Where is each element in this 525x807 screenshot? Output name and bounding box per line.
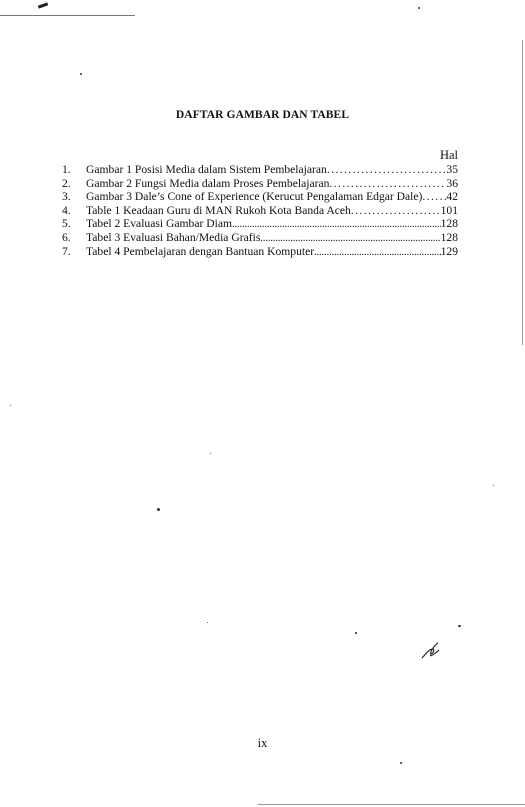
scan-edge-line [0, 15, 135, 16]
list-item [62, 231, 458, 245]
entry-number: 4. [62, 203, 71, 217]
scan-speck [80, 73, 82, 75]
list-item [62, 204, 458, 218]
entry-page: 101 [440, 203, 458, 217]
entry-number: 5. [62, 217, 71, 231]
entry-number: 2. [62, 176, 71, 190]
entry-title: Gambar 1 Posisi Media dalam Sistem Pembelajaran [86, 163, 327, 176]
scan-edge-line [522, 40, 523, 345]
scan-speck [355, 632, 357, 634]
scan-speck [10, 405, 11, 406]
scan-mark [38, 2, 48, 8]
scan-speck [400, 762, 402, 764]
dot-leader [329, 177, 446, 190]
entry-page: 42 [446, 190, 458, 204]
scan-speck [210, 453, 211, 454]
list-item [62, 163, 458, 177]
entry-title: Tabel 3 Evaluasi Bahan/Media Grafis [86, 230, 261, 244]
dot-leader [422, 190, 446, 203]
figure-table-list [62, 163, 458, 258]
entry-number: 6. [62, 230, 71, 244]
entry-number: 3. [62, 190, 71, 204]
entry-page: 36 [446, 176, 458, 190]
list-item [62, 245, 458, 259]
entry-page: 128 [440, 217, 458, 231]
entry-title: Gambar 2 Fungsi Media dalam Proses Pembelajaran [86, 176, 330, 190]
list-item [62, 177, 458, 191]
entry-page: 128 [440, 230, 458, 244]
scan-speck [207, 622, 208, 623]
dot-leader [232, 219, 441, 230]
handwritten-mark [420, 640, 442, 662]
dot-leader [260, 233, 440, 244]
entry-number: 7. [62, 244, 71, 258]
entry-title: Tabel 4 Pembelajaran dengan Bantuan Komputer [86, 244, 315, 258]
page-title: DAFTAR GAMBAR DAN TABEL [175, 109, 350, 121]
scan-speck [418, 7, 420, 9]
entry-page: 129 [440, 244, 458, 258]
list-item [62, 190, 458, 204]
scan-speck [458, 625, 461, 627]
entry-number: 1. [62, 163, 71, 176]
dot-leader [327, 163, 447, 176]
list-item [62, 217, 458, 231]
dot-leader [351, 204, 441, 217]
page-number: ix [257, 736, 268, 750]
entry-title: Tabel 2 Evaluasi Gambar Diam [86, 217, 232, 231]
entry-title: Table 1 Keadaan Guru di MAN Rukoh Kota Banda Aceh [86, 203, 351, 217]
page-column-header: Hal [439, 148, 458, 162]
scan-speck [157, 508, 160, 511]
scan-edge-line [258, 804, 525, 805]
entry-title: Gambar 3 Dale’s Cone of Experience (Kerucut Pengalaman Edgar Dale) [86, 190, 423, 204]
scan-speck [493, 485, 494, 486]
entry-page: 35 [446, 163, 458, 176]
dot-leader [314, 247, 441, 258]
